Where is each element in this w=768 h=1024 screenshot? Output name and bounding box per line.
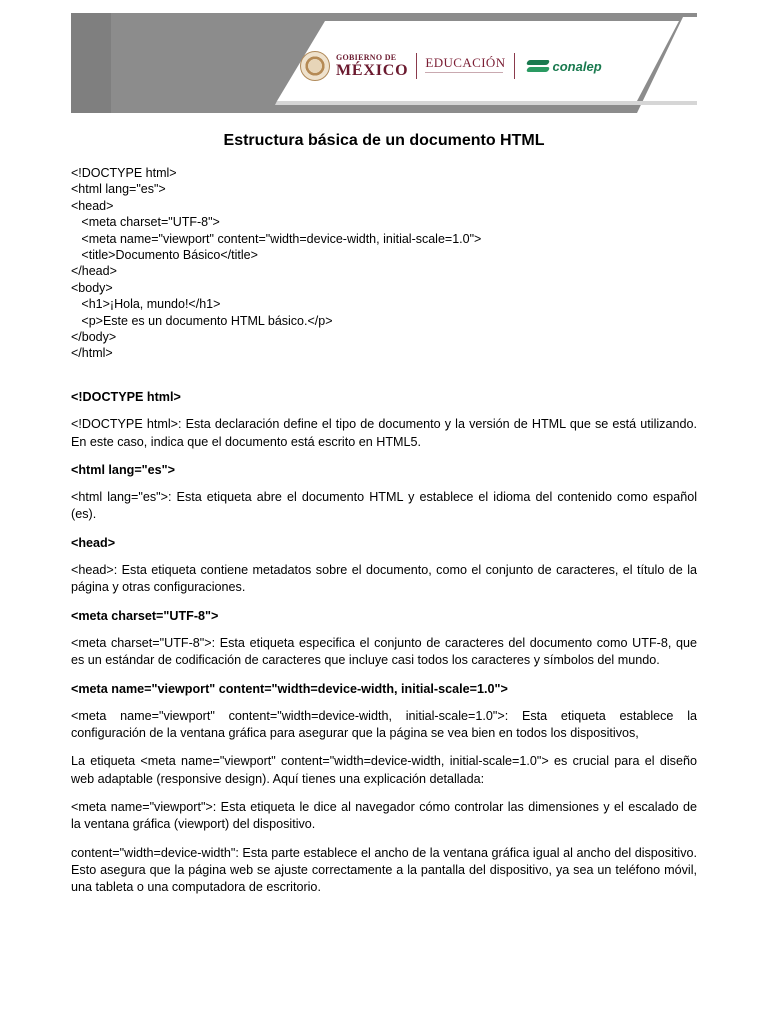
logo-divider (416, 53, 417, 79)
section-heading: <html lang="es"> (71, 462, 175, 477)
section-paragraph: La etiqueta <meta name="viewport" content="width=device-width, initial-scale=1.0"> es crucial para el diseño web adaptable (responsive design). Aquí tienes una explicación detallada: (71, 754, 697, 786)
code-line: <p>Este es un documento HTML básico.</p> (71, 313, 333, 328)
code-line: <meta charset="UTF-8"> (71, 215, 220, 230)
code-line: <head> (71, 198, 114, 213)
educacion-logo (425, 56, 505, 76)
section-paragraph: <html lang="es">: Esta etiqueta abre el documento HTML y establece el idioma del contenido como español (es). (71, 490, 697, 522)
section-paragraph: <head>: Esta etiqueta contiene metadatos sobre el documento, como el conjunto de caracteres, el título de la página y otras configuraciones. (71, 563, 697, 595)
code-line: <!DOCTYPE html> (71, 166, 177, 180)
gobierno-line-1: GOBIERNO DE (336, 52, 397, 62)
code-line: <body> (71, 280, 113, 295)
document-title: Estructura básica de un documento HTML (223, 132, 545, 149)
educacion-text: EDUCACIÓN (425, 55, 506, 70)
explanation-content (71, 389, 697, 908)
section-paragraph: <meta name="viewport">: Esta etiqueta le dice al navegador cómo controlar las dimensiones y el escalado de la ventana gráfica (viewport) del dispositivo. (71, 800, 697, 832)
code-line: </body> (71, 329, 117, 344)
institution-logos (300, 46, 602, 86)
section-paragraph: <meta charset="UTF-8">: Esta etiqueta especifica el conjunto de caracteres del documento como UTF-8, que es un estándar de codificación de caracteres que incluye casi todos los caracteres y símbolos del mundo. (71, 635, 697, 668)
code-line: <meta name="viewport" content="width=device-width, initial-scale=1.0"> (71, 231, 482, 246)
code-line: <html lang="es"> (71, 182, 166, 197)
code-line: <title>Documento Básico</title> (71, 247, 258, 262)
conalep-mark-icon (525, 57, 551, 75)
conalep-logo (525, 57, 602, 75)
code-line: </html> (71, 346, 113, 361)
code-line: <h1>¡Hola, mundo!</h1> (71, 297, 221, 312)
section-heading: <!DOCTYPE html> (71, 390, 181, 404)
educacion-underline (425, 72, 503, 76)
section-heading: <meta name="viewport" content="width=device-width, initial-scale=1.0"> (71, 681, 508, 696)
section-heading: <meta charset="UTF-8"> (71, 608, 219, 623)
section-heading: <head> (71, 535, 116, 550)
logo-divider (514, 53, 515, 79)
mexico-seal-icon (300, 51, 330, 81)
section-paragraph: <!DOCTYPE html>: Esta declaración define el tipo de documento y la versión de HTML que se está utilizando. En este caso, indica que el documento está escrito en HTML5. (71, 417, 697, 449)
section-paragraph: content="width=device-width": Esta parte establece el ancho de la ventana gráfica igual al ancho del dispositivo. Esto asegura que la página web se ajuste correctamente a la pantalla del dispositivo, ya sea un teléfono móvil, una tableta o una computadora de escritorio. (71, 845, 697, 895)
gobierno-mexico-logo (336, 54, 408, 79)
conalep-text: conalep (552, 58, 602, 74)
section-paragraph: <meta name="viewport" content="width=device-width, initial-scale=1.0">: Esta etiqueta establece la configuración de la ventana gráfica para asegurar que la página se vea bien en todos los dispositivos, (71, 708, 697, 741)
code-line: </head> (71, 264, 117, 279)
html-code-block (71, 165, 697, 362)
gobierno-line-2: MÉXICO (336, 61, 409, 79)
